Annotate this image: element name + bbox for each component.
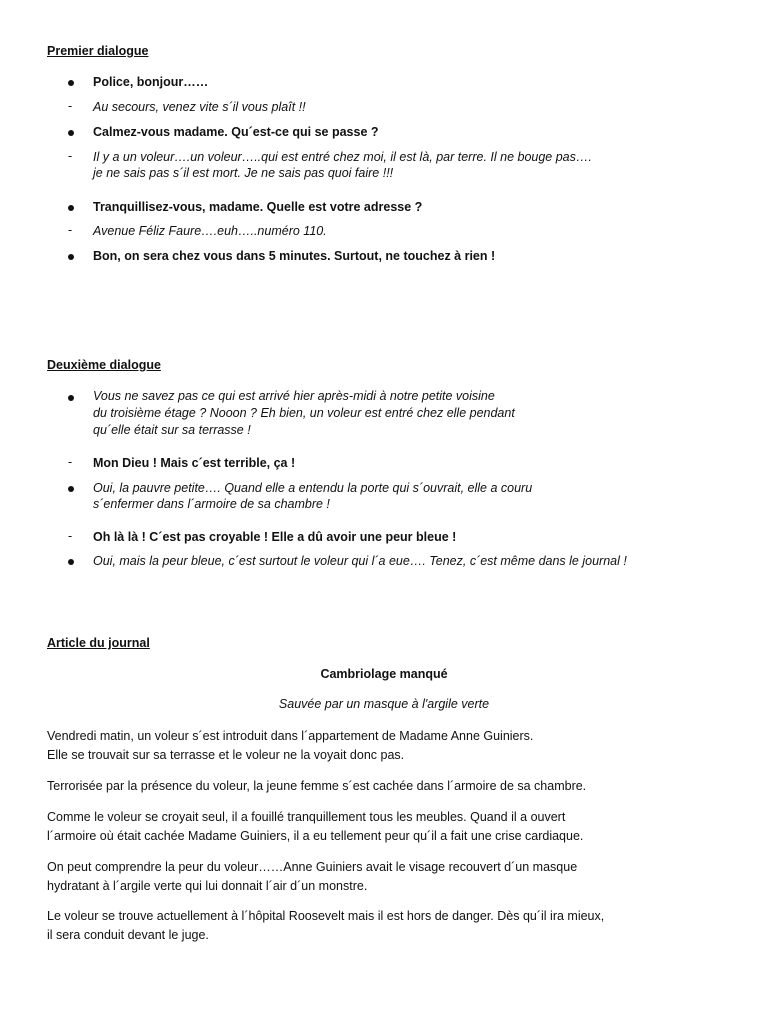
bullet-marker xyxy=(68,559,74,565)
article-paragraph-line: l´armoire où était cachée Madame Guiniers, il a eu tellement peur qu´il a fait une crise cardiaque. xyxy=(47,829,584,843)
article-paragraph-3 xyxy=(47,808,583,846)
bullet-marker xyxy=(68,130,74,136)
dialogue1-line-6: Avenue Féliz Faure….euh…..numéro 110. xyxy=(93,224,327,238)
dialogue1-line-7: Bon, on sera chez vous dans 5 minutes. Surtout, ne touchez à rien ! xyxy=(93,249,496,263)
dialogue2-line-1a: Vous ne savez pas ce qui est arrivé hier après-midi à notre petite voisine xyxy=(93,389,495,403)
article-paragraph-line: Elle se trouvait sur sa terrasse et le voleur ne la voyait donc pas. xyxy=(47,748,405,762)
article-paragraph-line: il sera conduit devant le juge. xyxy=(47,928,209,942)
dialogue2-line-3a: Oui, la pauvre petite…. Quand elle a entendu la porte qui s´ouvrait, elle a couru xyxy=(93,481,533,495)
article-paragraph-5 xyxy=(47,907,604,945)
dialogue1-line-2: Au secours, venez vite s´il vous plaît !! xyxy=(93,100,306,114)
article-paragraph-line: On peut comprendre la peur du voleur……Anne Guiniers avait le visage recouvert d´un masque xyxy=(47,860,578,874)
article-paragraph-line: Vendredi matin, un voleur s´est introduit dans l´appartement de Madame Anne Guiniers. xyxy=(47,729,534,743)
dialogue2-line-1b: du troisième étage ? Nooon ? Eh bien, un voleur est entré chez elle pendant xyxy=(93,406,515,420)
bullet-marker xyxy=(68,486,74,492)
dialogue2-line-1c: qu´elle était sur sa terrasse ! xyxy=(93,423,251,437)
dialogue1-line-5: Tranquillisez-vous, madame. Quelle est votre adresse ? xyxy=(93,200,423,214)
article-paragraph-4 xyxy=(47,858,577,896)
dialogue2-line-5: Oui, mais la peur bleue, c´est surtout le voleur qui l´a eue…. Tenez, c´est même dans le journal ! xyxy=(93,554,627,568)
dialogue1-line-4a: Il y a un voleur….un voleur…..qui est entré chez moi, il est là, par terre. Il ne bouge pas…. xyxy=(93,150,592,164)
article-subtitle: Sauvée par un masque à l'argile verte xyxy=(278,697,490,711)
bullet-marker xyxy=(68,205,74,211)
dialogue2-line-3b: s´enfermer dans l´armoire de sa chambre ! xyxy=(93,497,330,511)
dialogue1-line-1: Police, bonjour…… xyxy=(93,75,209,89)
article-paragraph-2 xyxy=(47,777,586,796)
dash-marker: - xyxy=(68,99,73,113)
dialogue1-line-4b: je ne sais pas s´il est mort. Je ne sais pas quoi faire !!! xyxy=(93,166,394,180)
dialogue2-heading: Deuxième dialogue xyxy=(47,358,161,372)
dash-marker: - xyxy=(68,455,73,469)
article-title: Cambriolage manqué xyxy=(320,667,448,681)
article-paragraph-line: Le voleur se trouve actuellement à l´hôpital Roosevelt mais il est hors de danger. Dès qu´il ira mieux, xyxy=(47,909,605,923)
bullet-marker xyxy=(68,80,74,86)
dialogue2-line-2: Mon Dieu ! Mais c´est terrible, ça ! xyxy=(93,456,296,470)
article-paragraph-1 xyxy=(47,727,533,765)
dialogue1-line-3: Calmez-vous madame. Qu´est-ce qui se passe ? xyxy=(93,125,379,139)
dash-marker: - xyxy=(68,223,73,237)
bullet-marker xyxy=(68,254,74,260)
article-heading: Article du journal xyxy=(47,636,150,650)
article-paragraph-line: Comme le voleur se croyait seul, il a fouillé tranquillement tous les meubles. Quand il a ouvert xyxy=(47,810,566,824)
dash-marker: - xyxy=(68,149,73,163)
article-paragraph-line: Terrorisée par la présence du voleur, la jeune femme s´est cachée dans l´armoire de sa chambre. xyxy=(47,779,587,793)
dash-marker: - xyxy=(68,529,73,543)
dialogue2-line-4: Oh là là ! C´est pas croyable ! Elle a dû avoir une peur bleue ! xyxy=(93,530,457,544)
dialogue1-heading: Premier dialogue xyxy=(47,44,149,58)
bullet-marker xyxy=(68,395,74,401)
article-paragraph-line: hydratant à l´argile verte qui lui donnait l´air d´un monstre. xyxy=(47,879,368,893)
